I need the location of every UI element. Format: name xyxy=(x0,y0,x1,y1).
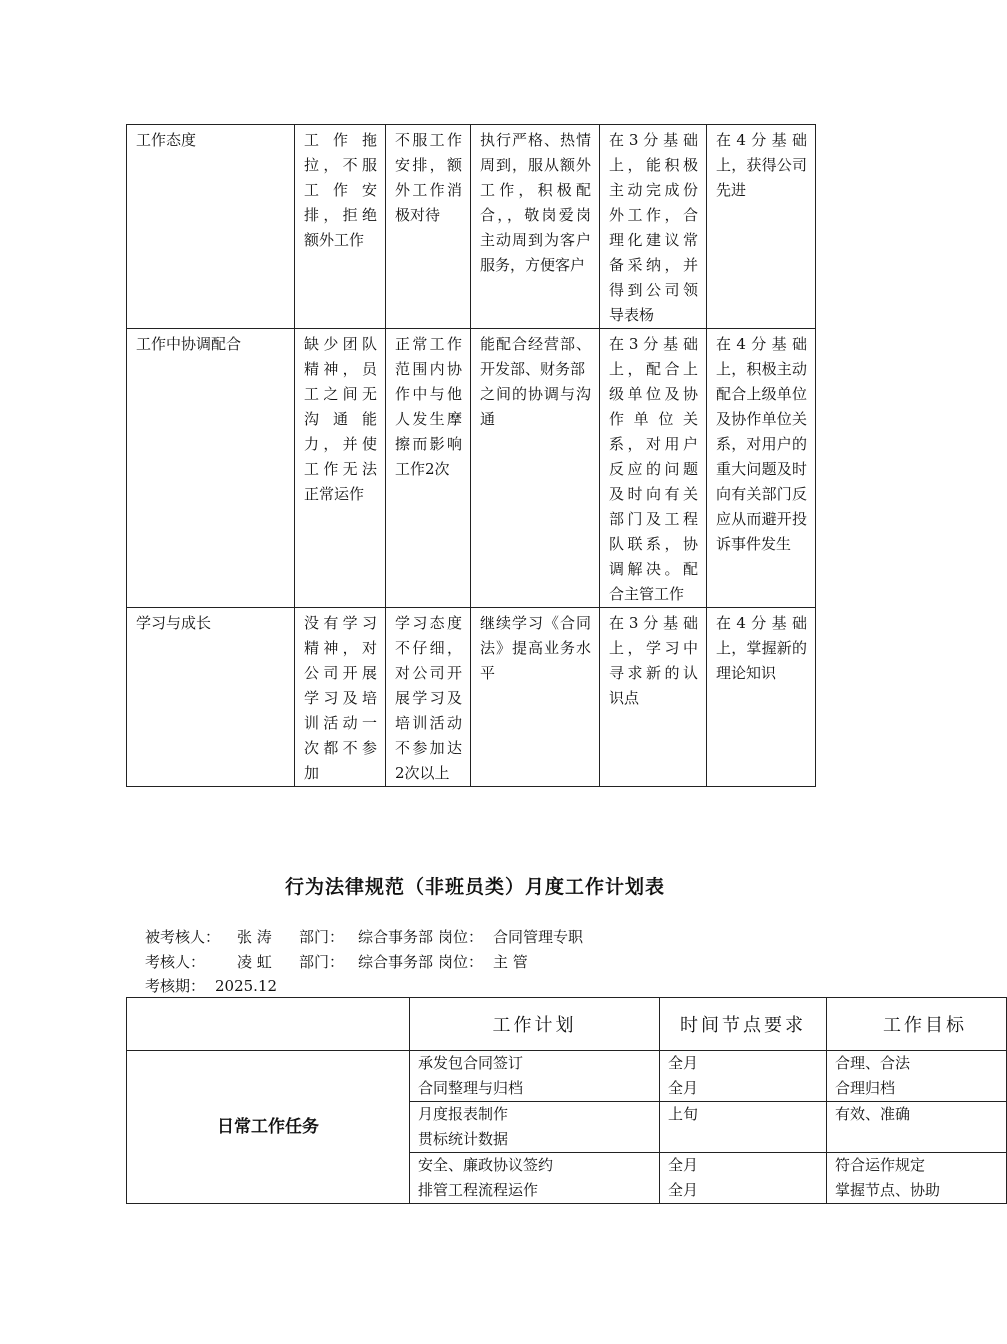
task-item: 月度报表制作 xyxy=(418,1105,509,1123)
examinee-name: 张 涛 xyxy=(237,928,272,946)
examinee-dept-label: 部门： xyxy=(299,928,345,946)
plan-header-row xyxy=(127,998,1007,1051)
goal-cell xyxy=(827,1102,1007,1153)
task-item: 合同整理与归档 xyxy=(418,1079,524,1097)
level-cell: 在4分基础上，积极主动配合上级单位及协作单位关系，对用户的重大问题及时向有关部门反应从而避开投诉事件发生 xyxy=(707,329,816,608)
evaluation-table xyxy=(126,124,816,787)
plan-title: 行为法律规范（非班员类）月度工作计划表 xyxy=(284,876,665,898)
criterion-cell: 工作中协调配合 xyxy=(127,329,295,608)
header-blank xyxy=(127,998,410,1051)
plan-table-wrap xyxy=(126,997,967,1207)
category-cell: 日常工作任务 xyxy=(127,1051,410,1204)
examiner-post-label: 岗位： xyxy=(438,953,484,971)
period-line xyxy=(145,976,277,996)
criterion-cell: 学习与成长 xyxy=(127,608,295,787)
level-cell: 在3分基础上，能积极主动完成份外工作，合理化建议常备采纳，并得到公司领导表杨 xyxy=(600,125,707,329)
level-cell: 在4分基础上，获得公司先进 xyxy=(707,125,816,329)
examinee-post-label: 岗位： xyxy=(438,928,484,946)
level-cell: 在3分基础上，配合上级单位及协作单位关系，对用户反应的问题及时向有关部门及工程队联系，协调解决。配合主管工作 xyxy=(600,329,707,608)
time-item: 全月 xyxy=(668,1181,699,1199)
examiner-post: 主 管 xyxy=(493,953,528,971)
time-item xyxy=(668,1127,818,1152)
time-item: 上旬 xyxy=(668,1105,699,1123)
level-cell: 工作拖拉，不服工作安排，拒绝额外工作 xyxy=(295,125,386,329)
plan-row xyxy=(127,1051,1007,1102)
goal-cell xyxy=(827,1051,1007,1102)
examinee-line xyxy=(145,927,583,947)
criterion-cell: 工作态度 xyxy=(127,125,295,329)
level-cell: 正常工作范围内协作中与他人发生摩擦而影响工作2次 xyxy=(386,329,471,608)
header-time: 时间节点要求 xyxy=(660,998,827,1051)
level-cell: 执行严格、热情周到，服从额外工作，积极配合，，敬岗爱岗主动周到为客户服务，方便客户 xyxy=(471,125,600,329)
examiner-label: 考核人： xyxy=(145,953,206,971)
time-item: 全月 xyxy=(668,1054,699,1072)
task-cell xyxy=(410,1102,660,1153)
time-cell xyxy=(660,1051,827,1102)
examinee-label: 被考核人： xyxy=(145,928,221,946)
task-cell xyxy=(410,1153,660,1204)
goal-item xyxy=(835,1127,998,1152)
eval-row-coordination xyxy=(127,329,816,608)
task-item: 贯标统计数据 xyxy=(418,1130,509,1148)
examiner-line xyxy=(145,952,528,972)
goal-item: 掌握节点、协助 xyxy=(835,1181,941,1199)
eval-row-learning xyxy=(127,608,816,787)
level-cell: 在3分基础上，学习中寻求新的认识点 xyxy=(600,608,707,787)
examiner-name: 凌 虹 xyxy=(237,953,272,971)
task-item: 安全、廉政协议签约 xyxy=(418,1156,554,1174)
time-item: 全月 xyxy=(668,1156,699,1174)
goal-item: 合理归档 xyxy=(835,1079,896,1097)
task-cell xyxy=(410,1051,660,1102)
time-item: 全月 xyxy=(668,1079,699,1097)
examiner-dept-label: 部门： xyxy=(299,953,345,971)
header-goal: 工作目标 xyxy=(827,998,1007,1051)
level-cell: 缺少团队精神，员工之间无沟通能力，并使工作无法正常运作 xyxy=(295,329,386,608)
level-cell: 没有学习精神，对公司开展学习及培训活动一次都不参加 xyxy=(295,608,386,787)
level-cell: 能配合经营部、开发部、财务部 之间的协调与沟通 xyxy=(471,329,600,608)
period-label: 考核期： xyxy=(145,977,206,995)
header-plan: 工作计划 xyxy=(410,998,660,1051)
goal-item: 合理、合法 xyxy=(835,1054,911,1072)
examiner-dept: 综合事务部 xyxy=(358,953,434,971)
level-cell: 继续学习《合同法》提高业务水平 xyxy=(471,608,600,787)
examinee-post: 合同管理专职 xyxy=(493,928,584,946)
level-cell: 不服工作安排，额外工作消极对待 xyxy=(386,125,471,329)
goal-cell xyxy=(827,1153,1007,1204)
eval-row-attitude xyxy=(127,125,816,329)
goal-item: 符合运作规定 xyxy=(835,1156,926,1174)
task-item: 承发包合同签订 xyxy=(418,1054,524,1072)
level-cell: 在4分基础上，掌握新的理论知识 xyxy=(707,608,816,787)
plan-table xyxy=(126,997,1007,1204)
task-item: 排管工程流程运作 xyxy=(418,1181,539,1199)
time-cell xyxy=(660,1102,827,1153)
level-cell: 学习态度不仔细，对公司开展学习及培训活动不参加达2次以上 xyxy=(386,608,471,787)
time-cell xyxy=(660,1153,827,1204)
period-value: 2025.12 xyxy=(215,977,278,995)
goal-item: 有效、准确 xyxy=(835,1105,911,1123)
examinee-dept: 综合事务部 xyxy=(358,928,434,946)
